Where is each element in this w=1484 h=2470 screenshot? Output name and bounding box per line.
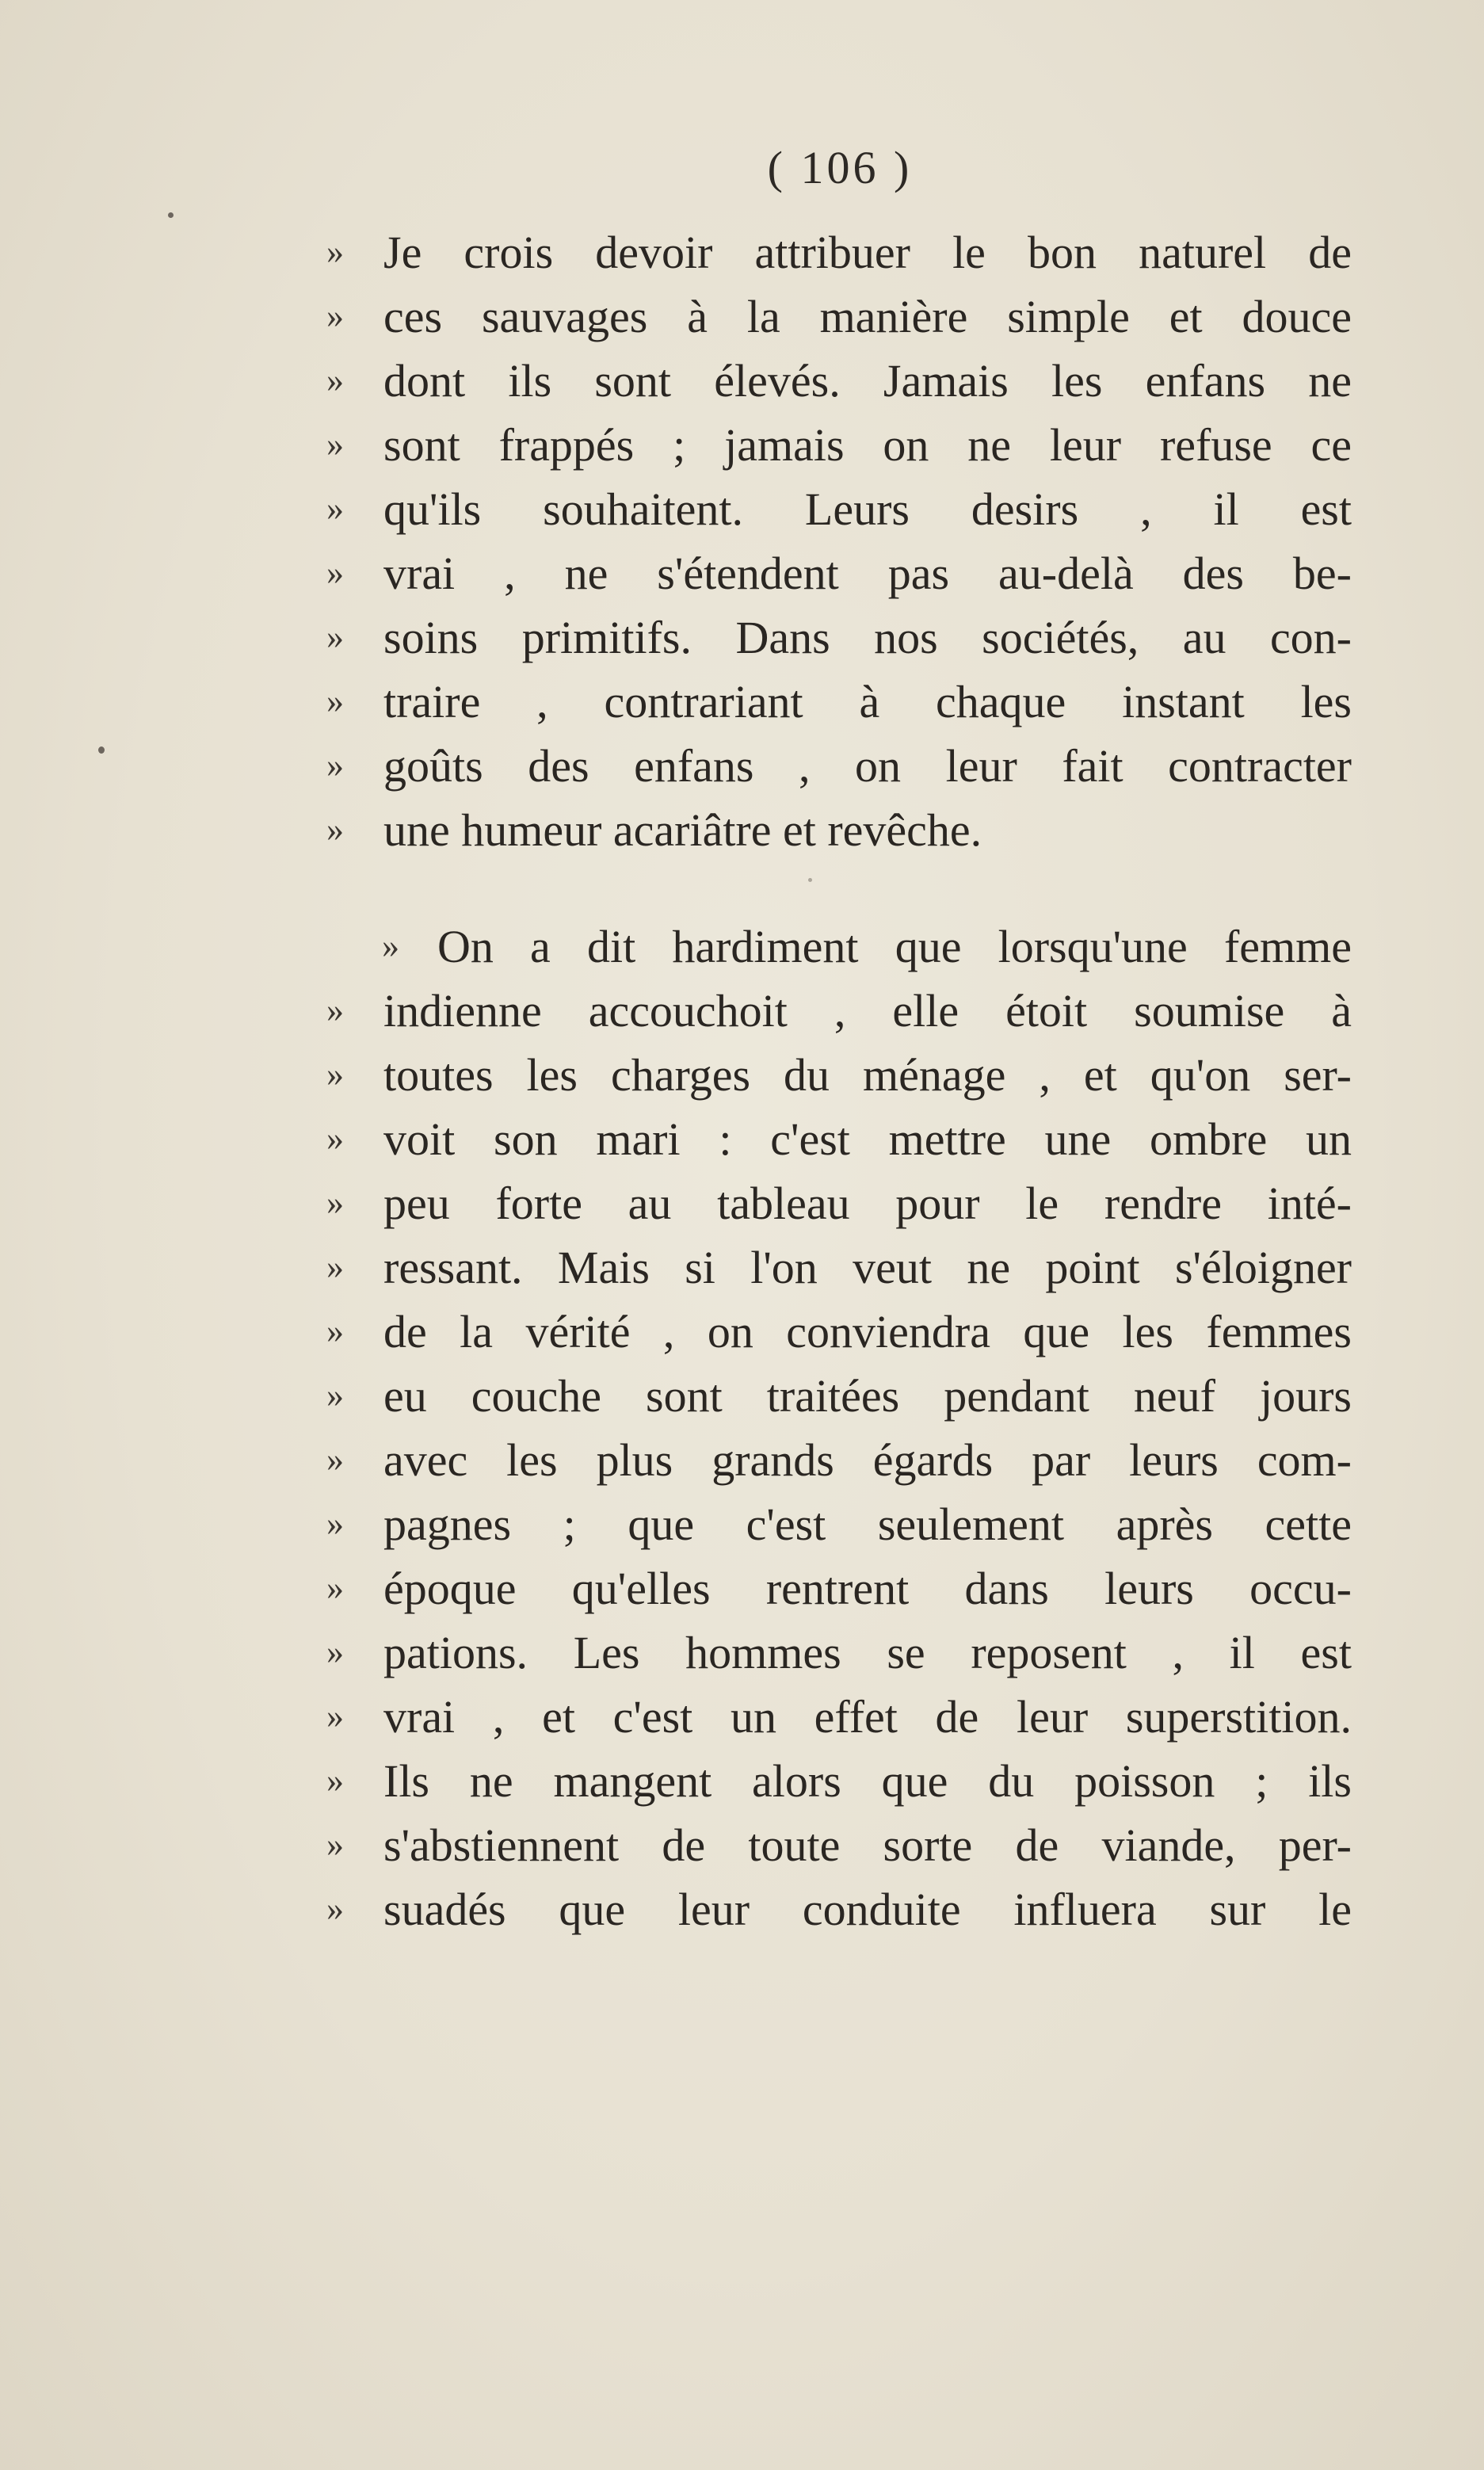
quote-mark: » [326,296,342,335]
text-line [0,1621,1484,1685]
quote-mark: » [382,926,398,965]
quote-mark: » [326,617,342,656]
text-line [0,1300,1484,1365]
text-line [0,1107,1484,1172]
text-line [0,477,1484,542]
line-text: dont ils sont élevés. Jamais les enfans ne [383,355,1352,407]
quote-mark: » [326,1055,342,1094]
paper-speck [808,878,812,882]
line-text: Je crois devoir attribuer le bon naturel de [383,227,1352,278]
text-line [0,1749,1484,1814]
quote-mark: » [326,1697,342,1735]
quote-mark: » [326,232,342,271]
line-text: peu forte au tableau pour le rendre inté- [383,1178,1352,1229]
line-text: qu'ils souhaitent. Leurs desirs , il est [383,483,1352,535]
line-text: avec les plus grands égards par leurs com- [383,1434,1352,1486]
quote-mark: » [326,746,342,785]
quote-mark: » [326,425,342,464]
text-line [0,798,1484,863]
quote-mark: » [326,1568,342,1607]
line-text: une humeur acariâtre et revêche. [383,804,982,856]
text-line [0,914,1484,979]
quote-mark: » [326,1825,342,1864]
text-line [0,541,1484,606]
line-text: vrai , ne s'étendent pas au-delà des be- [383,548,1352,599]
line-text: de la vérité , on conviendra que les femmes [383,1306,1352,1357]
text-line [0,220,1484,285]
line-text: pations. Les hommes se reposent , il est [383,1627,1352,1678]
line-text: eu couche sont traitées pendant neuf jours [383,1370,1352,1422]
quote-mark: » [326,1247,342,1286]
quote-mark: » [326,1119,342,1158]
line-text: ressant. Mais si l'on veut ne point s'éloigner [383,1242,1352,1293]
quote-mark: » [326,991,342,1029]
quote-mark: » [326,1761,342,1800]
text-line [0,1043,1484,1108]
line-text: soins primitifs. Dans nos sociétés, au con- [383,612,1352,663]
text-line [0,413,1484,478]
line-text: sont frappés ; jamais on ne leur refuse ce [383,419,1352,471]
text-line [0,349,1484,414]
text-line [0,1685,1484,1750]
line-text: ces sauvages à la manière simple et douce [383,291,1352,342]
line-text: voit son mari : c'est mettre une ombre un [383,1113,1352,1165]
quote-mark: » [326,1632,342,1671]
text-line [0,1492,1484,1557]
quote-mark: » [326,1889,342,1928]
line-text: toutes les charges du ménage , et qu'on ser- [383,1049,1352,1101]
line-text: Ils ne mangent alors que du poisson ; ils [383,1755,1352,1807]
text-line [0,1877,1484,1942]
line-text: goûts des enfans , on leur fait contracter [383,740,1352,792]
text-line [0,1171,1484,1236]
paper-speck [168,212,174,218]
text-line [0,979,1484,1044]
text-line [0,1813,1484,1878]
quote-mark: » [326,1440,342,1479]
line-text: traire , contrariant à chaque instant les [383,676,1352,727]
line-text: vrai , et c'est un effet de leur superstition. [383,1691,1352,1743]
quote-mark: » [326,1504,342,1543]
text-line [0,1556,1484,1621]
line-text: indienne accouchoit , elle étoit soumise à [383,985,1352,1036]
quote-mark: » [326,810,342,849]
quote-mark: » [326,489,342,528]
text-line [0,1235,1484,1300]
text-line [0,670,1484,735]
quote-mark: » [326,553,342,592]
text-line [0,284,1484,349]
line-text: pagnes ; que c'est seulement après cette [383,1498,1352,1550]
page-number: ( 106 ) [767,142,913,193]
quote-mark: » [326,1183,342,1222]
paper-speck [98,746,105,754]
text-line [0,605,1484,670]
line-text: époque qu'elles rentrent dans leurs occu- [383,1563,1352,1614]
line-text: On a dit hardiment que lorsqu'une femme [437,921,1352,972]
quote-mark: » [326,1376,342,1414]
text-line [0,1364,1484,1429]
text-line [0,1428,1484,1493]
line-text: suadés que leur conduite influera sur le [383,1884,1352,1935]
quote-mark: » [326,681,342,720]
quote-mark: » [326,361,342,399]
quote-mark: » [326,1311,342,1350]
line-text: s'abstiennent de toute sorte de viande, per- [383,1819,1352,1871]
text-line [0,734,1484,799]
